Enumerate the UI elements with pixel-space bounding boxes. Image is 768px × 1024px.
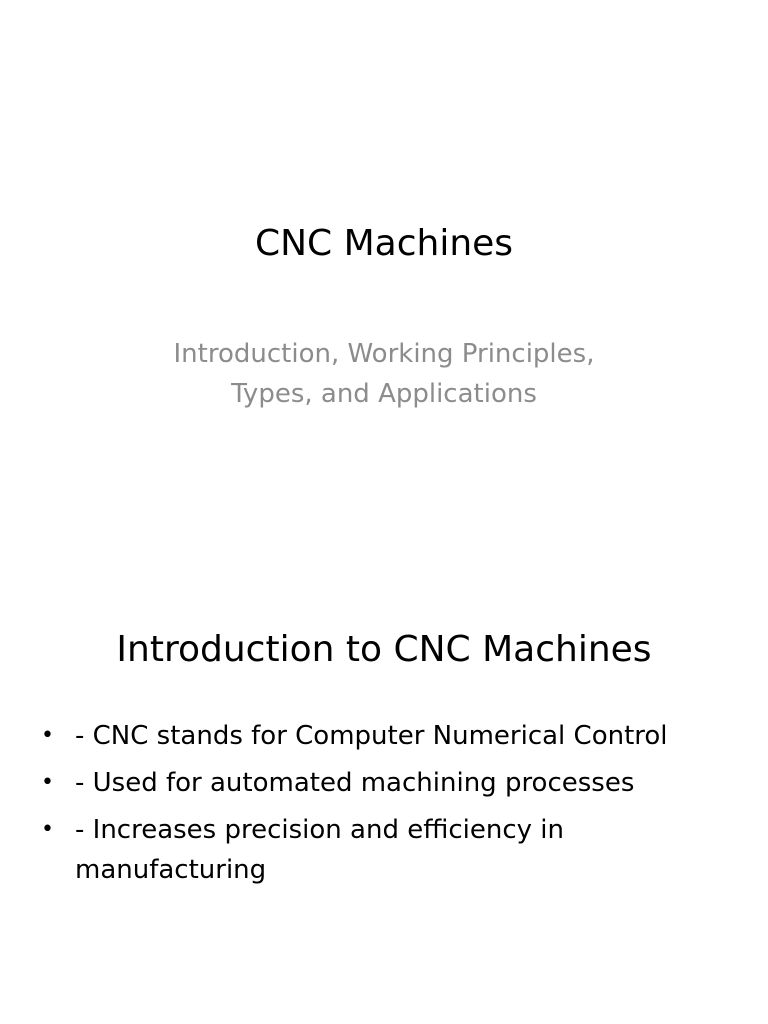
bullet-text: - Increases precision and efficiency in manufacturing bbox=[75, 815, 564, 885]
bullet-icon: • bbox=[41, 817, 54, 842]
subtitle-line: Types, and Applications bbox=[231, 379, 537, 409]
bullet-text: - CNC stands for Computer Numerical Control bbox=[75, 721, 668, 751]
bullet-item bbox=[38, 810, 738, 890]
slide-title: Introduction to CNC Machines bbox=[116, 629, 652, 670]
slide-subtitle bbox=[84, 334, 684, 414]
bullet-item bbox=[38, 716, 738, 756]
bullet-text: - Used for automated machining processes bbox=[75, 768, 635, 798]
bullet-list bbox=[38, 716, 738, 897]
bullet-icon: • bbox=[41, 770, 54, 795]
bullet-icon: • bbox=[41, 723, 54, 748]
slide-title: CNC Machines bbox=[254, 223, 514, 264]
content-slide bbox=[0, 576, 768, 1024]
bullet-item bbox=[38, 763, 738, 803]
subtitle-line: Introduction, Working Principles, bbox=[173, 339, 595, 369]
